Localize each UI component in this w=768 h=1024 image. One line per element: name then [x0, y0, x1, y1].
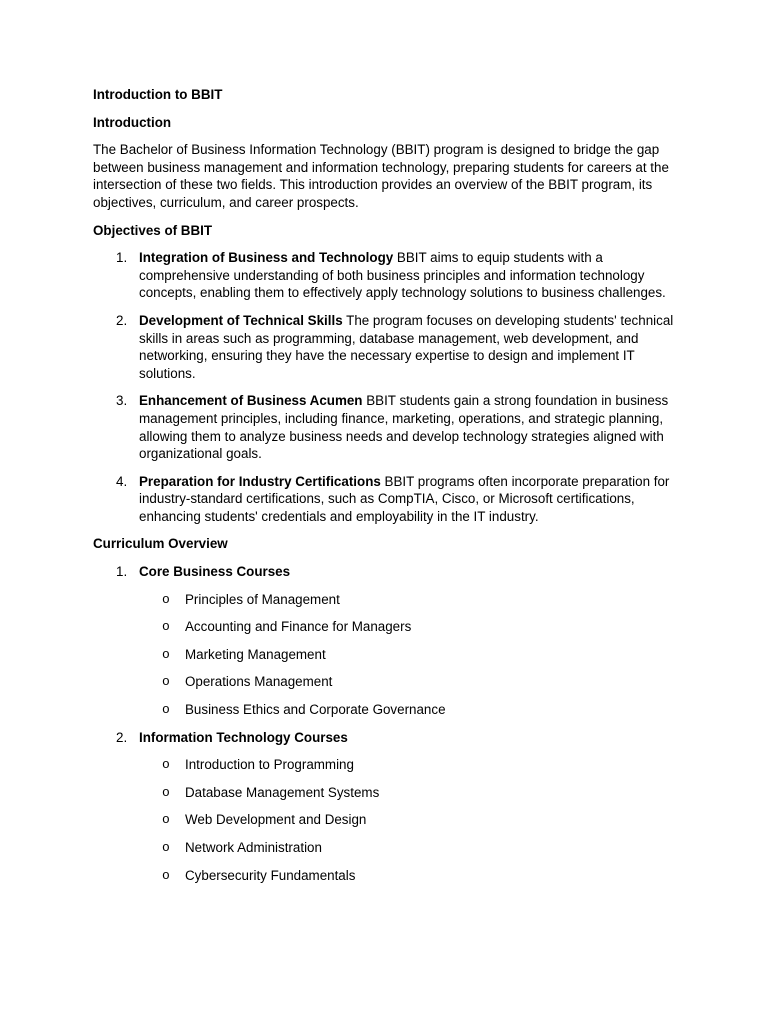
objective-text: BBIT programs often incorporate preparation for industry-standard certifications, such as CompTIA, Cisco, or Microsoft certifications, enhancing students' credentials and employability in the IT industry.: [139, 473, 670, 524]
bullet-icon: o: [162, 674, 170, 690]
document-page: [93, 86, 678, 894]
course-name: Introduction to Programming: [185, 757, 354, 773]
curriculum-list: [93, 563, 678, 884]
course-list: [139, 591, 678, 719]
course-item: [93, 701, 678, 719]
list-number: 2.: [116, 312, 128, 328]
objective-title: Enhancement of Business Acumen: [139, 393, 363, 409]
list-number: 1.: [116, 250, 128, 266]
bullet-icon: o: [162, 619, 170, 635]
intro-heading: Introduction: [93, 114, 172, 130]
bullet-icon: o: [162, 784, 170, 800]
course-name: Database Management Systems: [185, 784, 380, 800]
objective-item: [93, 249, 678, 302]
course-item: [93, 839, 678, 857]
course-name: Cybersecurity Fundamentals: [185, 867, 356, 883]
list-number: 3.: [116, 393, 128, 409]
curriculum-group: [93, 563, 678, 719]
course-item: [93, 811, 678, 829]
list-number: 1.: [116, 564, 128, 580]
bullet-icon: o: [162, 867, 170, 883]
curriculum-heading: Curriculum Overview: [93, 536, 228, 552]
course-list: [139, 756, 678, 884]
course-item: [93, 867, 678, 885]
course-item: [93, 784, 678, 802]
objective-title: Preparation for Industry Certifications: [139, 473, 381, 489]
objective-item: [93, 392, 678, 462]
course-item: [93, 756, 678, 774]
course-name: Web Development and Design: [185, 812, 367, 828]
bullet-icon: o: [162, 702, 170, 718]
objective-text: BBIT students gain a strong foundation in business management principles, including finance, marketing, operations, and strategic planning, allowing them to analyze business needs and develop technology strategies aligned with organizational goals.: [139, 393, 669, 462]
course-name: Marketing Management: [185, 646, 326, 662]
objective-item: [93, 473, 678, 526]
bullet-icon: o: [162, 591, 170, 607]
bullet-icon: o: [162, 840, 170, 855]
objectives-list: [93, 249, 678, 525]
curriculum-group-title: Core Business Courses: [139, 564, 291, 580]
curriculum-group-title: Information Technology Courses: [139, 729, 348, 745]
curriculum-group: [93, 729, 678, 885]
course-item: [93, 646, 678, 664]
intro-paragraph: The Bachelor of Business Information Technology (BBIT) program is designed to bridge the gap between business management and information technology, preparing students for careers at the intersection of these two fields. This introduction provides an overview of the BBIT program, its objectives, curriculum, and career prospects.: [93, 142, 669, 210]
objective-text: BBIT aims to equip students with a comprehensive understanding of both business principles and information technology concepts, enabling them to effectively apply technology solutions to business challenges.: [139, 250, 666, 301]
bullet-icon: o: [162, 646, 170, 662]
course-name: Accounting and Finance for Managers: [185, 619, 412, 635]
objective-title: Integration of Business and Technology: [139, 250, 394, 266]
course-item: [93, 591, 678, 609]
course-name: Network Administration: [185, 840, 322, 855]
course-item: [93, 673, 678, 691]
objective-title: Development of Technical Skills: [139, 312, 343, 328]
objective-text: The program focuses on developing students' technical skills in areas such as programming, database management, web development, and networking, ensuring they have the necessary expertise to design and implement IT solutions.: [139, 312, 674, 381]
course-name: Principles of Management: [185, 591, 340, 607]
objective-item: [93, 312, 678, 382]
bullet-icon: o: [162, 757, 170, 773]
document-title: Introduction to BBIT: [93, 87, 223, 102]
list-number: 4.: [116, 473, 128, 489]
list-number: 2.: [116, 729, 128, 745]
bullet-icon: o: [162, 812, 170, 828]
objectives-heading: Objectives of BBIT: [93, 222, 213, 238]
course-item: [93, 618, 678, 636]
course-name: Operations Management: [185, 674, 333, 690]
course-name: Business Ethics and Corporate Governance: [185, 702, 446, 718]
